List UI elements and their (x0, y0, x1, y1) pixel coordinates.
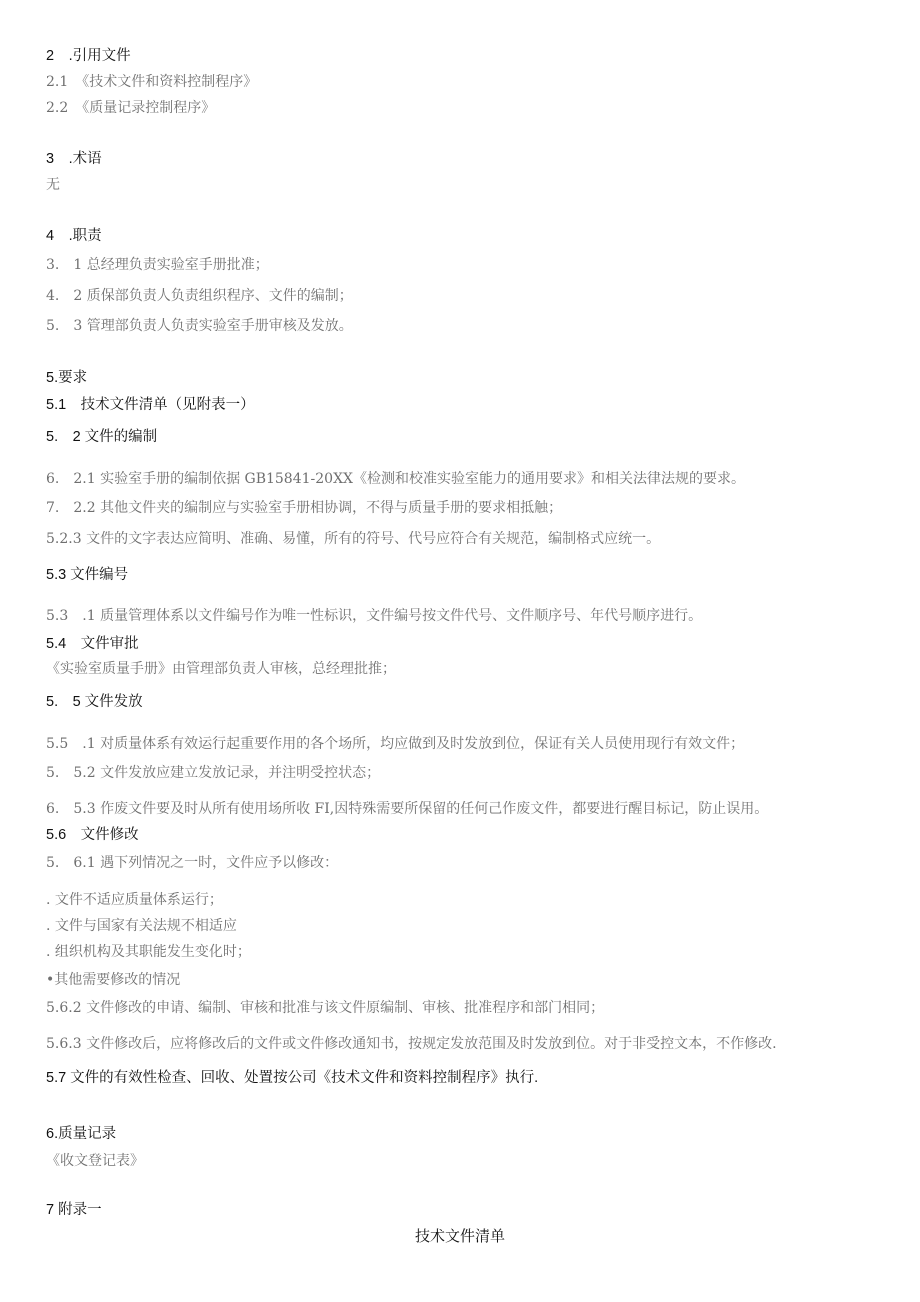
subheading-5-2: 5. 2 文件的编制 (46, 429, 158, 445)
reference-item: 2.2 《质量记录控制程序》 (46, 100, 216, 116)
requirement-item: 5. 6.1 遇下列情况之一时，文件应予以修改： (46, 855, 339, 871)
section-heading-appendix: 7 附录一 (46, 1202, 102, 1218)
subheading-5-4: 5.4 文件审批 (46, 636, 139, 652)
requirement-item: 6. 5.3 作废文件要及时从所有使用场所收 FI,因特殊需要所保留的任何己作废文件，都要进行醒目标记，防止误用。 (46, 801, 769, 817)
reference-item: 2.1 《技术文件和资料控制程序》 (46, 74, 258, 90)
list-item: •其他需要修改的情况 (46, 972, 181, 988)
section-heading-references: 2 .引用文件 (46, 48, 131, 64)
requirement-item: 5.6.2 文件修改的申请、编制、审核和批准与该文件原编制、审核、批准程序和部门相同； (46, 1000, 605, 1016)
responsibility-item: 4. 2 质保部负责人负责组织程序、文件的编制； (46, 288, 353, 304)
responsibility-item: 3. 1 总经理负责实验室手册批准； (46, 257, 269, 273)
subheading-5-5: 5. 5 文件发放 (46, 694, 143, 710)
responsibility-item: 5. 3 管理部负责人负责实验室手册审核及发放。 (46, 318, 353, 334)
section-heading-quality-records: 6.质量记录 (46, 1126, 117, 1142)
table-title: 技术文件清单 (414, 1228, 505, 1245)
section-heading-terms: 3 .术语 (46, 151, 102, 167)
section-heading-requirements: 5.要求 (46, 370, 88, 386)
section-heading-responsibilities: 4 .职责 (46, 228, 102, 244)
requirement-item: 5.5 .1 对质量体系有效运行起重要作用的各个场所，均应做到及时发放到位，保证有关人员使用现行有效文件； (46, 736, 745, 752)
subheading-5-7: 5.7 文件的有效性检查、回收、处置按公司《技术文件和资料控制程序》执行. (46, 1070, 539, 1086)
requirement-item: 《实验室质量手册》由管理部负责人审核，总经理批推； (46, 661, 396, 677)
record-item: 《收文登记表》 (46, 1153, 144, 1169)
subheading-5-3: 5.3 文件编号 (46, 567, 129, 583)
subheading-5-1: 5.1 技术文件清单（见附表一） (46, 397, 255, 413)
requirement-item: 5. 5.2 文件发放应建立发放记录，并注明受控状态； (46, 765, 381, 781)
list-item: . 文件不适应质量体系运行； (46, 892, 223, 908)
requirement-item: 5.6.3 文件修改后，应将修改后的文件或文件修改通知书，按规定发放范围及时发放到位。对于非受控文本，不作修改. (46, 1036, 777, 1052)
requirement-item: 5.3 .1 质量管理体系以文件编号作为唯一性标识，文件编号按文件代号、文件顺序号、年代号顺序进行。 (46, 608, 703, 624)
subheading-5-6: 5.6 文件修改 (46, 827, 139, 843)
list-item: . 文件与国家有关法规不相适应 (46, 918, 237, 934)
requirement-item: 6. 2.1 实验室手册的编制依据 GB15841-20XX《检测和校准实验室能力的通用要求》和相关法律法规的要求。 (46, 471, 746, 487)
terms-item: 无 (46, 177, 60, 193)
requirement-item: 5.2.3 文件的文字表达应简明、准确、易懂，所有的符号、代号应符合有关规范，编制格式应统一。 (46, 531, 661, 547)
list-item: . 组织机构及其职能发生变化时； (46, 944, 251, 960)
requirement-item: 7. 2.2 其他文件夹的编制应与实验室手册相协调，不得与质量手册的要求相抵触； (46, 500, 563, 516)
